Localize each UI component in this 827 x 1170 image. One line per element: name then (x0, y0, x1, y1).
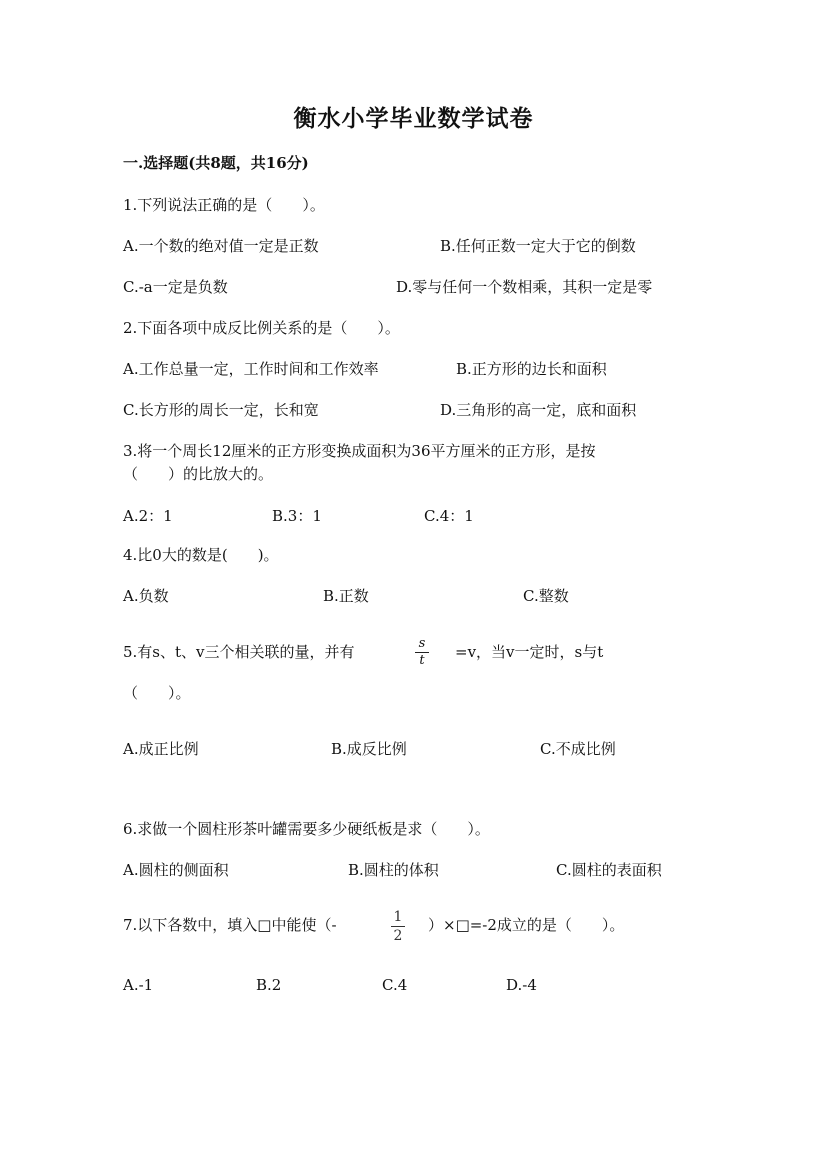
question-5-option-a: A.成正比例 (123, 740, 199, 758)
exam-title: 衡水小学毕业数学试卷 (293, 105, 534, 132)
question-4-stem: 4.比0大的数是( )。 (123, 546, 279, 564)
question-2-stem: 2.下面各项中成反比例关系的是（ ）。 (123, 319, 400, 337)
question-4-option-b: B.正数 (323, 587, 369, 605)
question-5-stem-part2: =v，当v一定时，s与t (455, 643, 604, 661)
question-7-option-d: D.-4 (506, 976, 537, 994)
question-3-option-c: C.4：1 (424, 507, 474, 525)
question-5-stem-part1: 5.有s、t、v三个相关联的量，并有 (123, 643, 355, 661)
question-6-option-a: A.圆柱的侧面积 (123, 861, 229, 879)
question-6-option-b: B.圆柱的体积 (348, 861, 439, 879)
question-2-option-b: B.正方形的边长和面积 (456, 360, 607, 378)
question-1-option-a: A.一个数的绝对值一定是正数 (123, 237, 319, 255)
question-3-option-a: A.2：1 (123, 507, 173, 525)
question-1-option-d: D.零与任何一个数相乘，其积一定是零 (396, 278, 653, 296)
question-4-option-a: A.负数 (123, 587, 169, 605)
question-2-option-c: C.长方形的周长一定，长和宽 (123, 401, 319, 419)
question-3-stem-line2: （ ）的比放大的。 (123, 465, 274, 483)
question-1-stem: 1.下列说法正确的是（ ）。 (123, 196, 325, 214)
question-7-stem-part1: 7.以下各数中，填入□中能使（- (123, 916, 337, 934)
question-4-option-c: C.整数 (523, 587, 569, 605)
question-5-stem-line2: （ ）。 (123, 684, 191, 702)
question-2-option-d: D.三角形的高一定，底和面积 (440, 401, 637, 419)
question-1-option-b: B.任何正数一定大于它的倒数 (440, 237, 636, 255)
fraction-denominator: t (419, 653, 425, 668)
section-heading: 一.选择题(共8题，共16分) (123, 154, 309, 172)
fraction-denominator: 2 (393, 928, 403, 944)
fraction-bar (391, 926, 405, 927)
question-2-option-a: A.工作总量一定，工作时间和工作效率 (123, 360, 379, 378)
question-7-option-b: B.2 (256, 976, 282, 994)
question-3-stem-line1: 3.将一个周长12厘米的正方形变换成面积为36平方厘米的正方形，是按 (123, 442, 596, 460)
question-6-option-c: C.圆柱的表面积 (556, 861, 662, 879)
question-6-stem: 6.求做一个圆柱形茶叶罐需要多少硬纸板是求（ ）。 (123, 820, 490, 838)
fraction-numerator: 1 (393, 909, 403, 925)
question-7-stem-part2: ）×□=-2成立的是（ ）。 (428, 916, 625, 934)
question-7-option-c: C.4 (382, 976, 408, 994)
question-5-option-b: B.成反比例 (331, 740, 407, 758)
question-1-option-c: C.-a一定是负数 (123, 278, 228, 296)
question-3-option-b: B.3：1 (272, 507, 322, 525)
fraction-s-over-t (415, 637, 429, 668)
question-5-option-c: C.不成比例 (540, 740, 616, 758)
question-7-option-a: A.-1 (123, 976, 154, 994)
fraction-numerator: s (418, 636, 426, 651)
fraction-one-half (391, 910, 405, 943)
